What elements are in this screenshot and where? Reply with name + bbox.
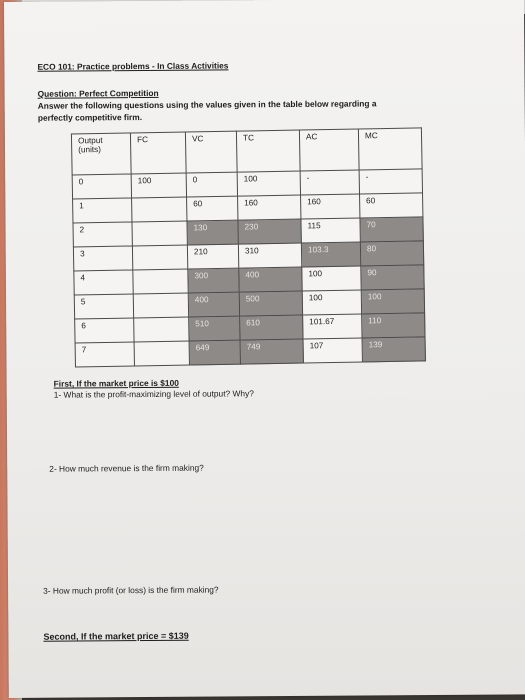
cell-output: 3 bbox=[73, 246, 132, 271]
cell-mc: 139 bbox=[362, 337, 425, 362]
instructions-line-2: perfectly competitive firm. bbox=[37, 112, 143, 123]
header-vc: VC bbox=[185, 131, 237, 173]
question-1: 1- What is the profit-maximizing level of output? Why? bbox=[53, 388, 254, 400]
cell-ac: 103.3 bbox=[301, 242, 360, 267]
header-ac: AC bbox=[299, 129, 359, 171]
cell-output: 0 bbox=[72, 174, 131, 199]
header-tc: TC bbox=[236, 130, 300, 172]
cost-table-header-row bbox=[71, 128, 422, 175]
first-market-price: First, If the market price is $100 bbox=[53, 377, 179, 389]
cell-ac: 107 bbox=[303, 338, 362, 363]
cell-output: 2 bbox=[73, 222, 132, 247]
instructions-line-1: Answer the following questions using the values given in the table below regarding a bbox=[37, 98, 377, 111]
cell-mc: 60 bbox=[360, 193, 423, 218]
cell-mc: 110 bbox=[362, 313, 425, 338]
cell-fc: 100 bbox=[131, 173, 186, 198]
cell-ac: - bbox=[300, 170, 359, 195]
cell-output: 6 bbox=[75, 318, 134, 343]
cell-tc: 749 bbox=[240, 339, 303, 364]
cell-vc: 510 bbox=[189, 316, 240, 341]
header-output: Output (units) bbox=[71, 133, 131, 175]
cell-ac: 115 bbox=[301, 218, 360, 243]
cell-output: 1 bbox=[73, 198, 132, 223]
cell-ac: 160 bbox=[301, 194, 360, 219]
cell-fc bbox=[132, 245, 187, 270]
cell-tc: 500 bbox=[239, 291, 302, 316]
header-mc: MC bbox=[358, 128, 422, 170]
cell-fc bbox=[133, 269, 188, 294]
cell-fc bbox=[133, 293, 188, 318]
cell-tc: 400 bbox=[239, 267, 302, 292]
cell-tc: 230 bbox=[238, 219, 301, 244]
worksheet-paper bbox=[4, 0, 525, 698]
cell-vc: 0 bbox=[186, 172, 237, 197]
cell-fc bbox=[134, 341, 189, 366]
cell-tc: 310 bbox=[238, 243, 301, 268]
header-fc: FC bbox=[130, 132, 186, 174]
cell-vc: 60 bbox=[187, 196, 238, 221]
cell-fc bbox=[134, 317, 189, 342]
question-title: Question: Perfect Competition bbox=[37, 87, 159, 99]
cell-vc: 300 bbox=[188, 268, 239, 293]
cell-vc: 210 bbox=[187, 244, 238, 269]
cell-ac: 101.67 bbox=[303, 314, 362, 339]
cell-tc: 610 bbox=[240, 315, 303, 340]
worksheet-heading: ECO 101: Practice problems - In Class Activities bbox=[37, 60, 229, 72]
cost-table bbox=[71, 127, 426, 367]
cell-mc: 90 bbox=[361, 265, 424, 290]
cell-mc: 100 bbox=[361, 289, 424, 314]
cell-output: 4 bbox=[74, 270, 133, 295]
cell-mc: - bbox=[359, 169, 422, 194]
question-2: 2- How much revenue is the firm making? bbox=[49, 462, 204, 474]
cell-tc: 100 bbox=[237, 171, 300, 196]
cell-vc: 400 bbox=[188, 292, 239, 317]
cell-fc bbox=[132, 197, 187, 222]
cell-mc: 80 bbox=[360, 241, 423, 266]
cell-vc: 130 bbox=[187, 220, 238, 245]
cell-ac: 100 bbox=[302, 290, 361, 315]
cell-tc: 160 bbox=[238, 195, 301, 220]
cell-output: 7 bbox=[75, 342, 134, 367]
table-row bbox=[75, 337, 425, 367]
cell-fc bbox=[132, 221, 187, 246]
question-3: 3- How much profit (or loss) is the firm making? bbox=[43, 584, 219, 596]
cell-vc: 649 bbox=[189, 340, 240, 365]
second-market-price: Second, If the market price = $139 bbox=[43, 630, 189, 642]
cell-ac: 100 bbox=[302, 266, 361, 291]
cell-output: 5 bbox=[74, 294, 133, 319]
cell-mc: 70 bbox=[360, 217, 423, 242]
